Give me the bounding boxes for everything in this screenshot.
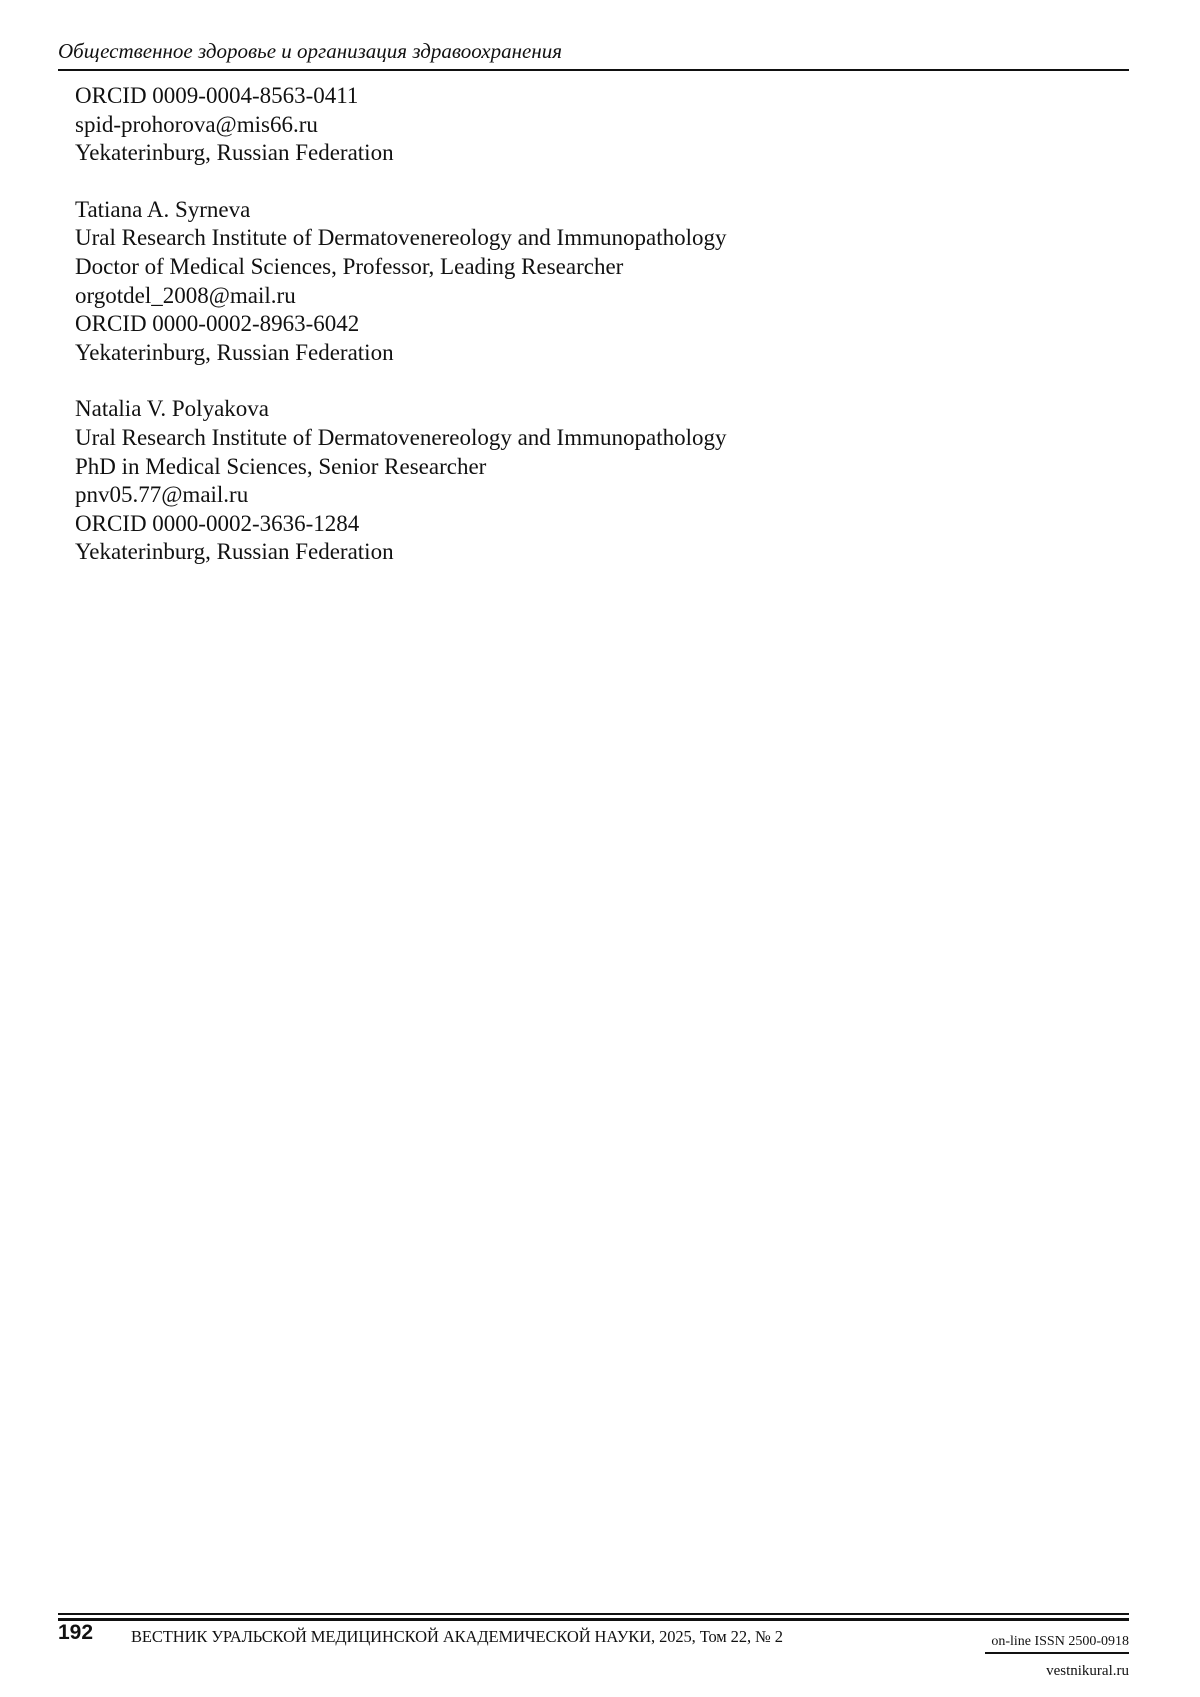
author-degree: PhD in Medical Sciences, Senior Researcher (75, 453, 487, 479)
author-block (75, 196, 1075, 368)
author-orcid: ORCID 0000-0002-8963-6042 (75, 311, 360, 337)
author-location: Yekaterinburg, Russian Federation (75, 339, 394, 365)
footer-rule (58, 1613, 1129, 1615)
author-email: pnv05.77@mail.ru (75, 482, 249, 508)
author-name: Natalia V. Polyakova (75, 396, 269, 422)
author-block (75, 395, 1075, 567)
header-rule (58, 69, 1129, 71)
journal-website: vestnikural.ru (1046, 1663, 1129, 1679)
author-location: Yekaterinburg, Russian Federation (75, 539, 394, 565)
author-email: spid-prohorova@mis66.ru (75, 111, 318, 137)
author-location: Yekaterinburg, Russian Federation (75, 140, 394, 166)
journal-title: ВЕСТНИК УРАЛЬСКОЙ МЕДИЦИНСКОЙ АКАДЕМИЧЕСКОЙ НАУКИ, 2025, Том 22, № 2 (131, 1627, 783, 1646)
issn-rule (985, 1652, 1129, 1654)
author-affiliation: Ural Research Institute of Dermatovenereology and Immunopathology (75, 225, 727, 251)
running-header: Общественное здоровье и организация здравоохранения (58, 39, 563, 63)
author-email: orgotdel_2008@mail.ru (75, 282, 296, 308)
footer-rule-thick (58, 1618, 1129, 1621)
author-block (75, 82, 1075, 168)
issn: on-line ISSN 2500-0918 (991, 1634, 1129, 1649)
author-affiliation: Ural Research Institute of Dermatovenereology and Immunopathology (75, 424, 727, 450)
author-info-list (75, 82, 1075, 595)
author-orcid: ORCID 0009-0004-8563-0411 (75, 83, 359, 108)
author-orcid: ORCID 0000-0002-3636-1284 (75, 510, 360, 536)
author-degree: Doctor of Medical Sciences, Professor, Leading Researcher (75, 253, 624, 279)
author-name: Tatiana A. Syrneva (75, 196, 251, 222)
page-number: 192 (58, 1621, 94, 1644)
